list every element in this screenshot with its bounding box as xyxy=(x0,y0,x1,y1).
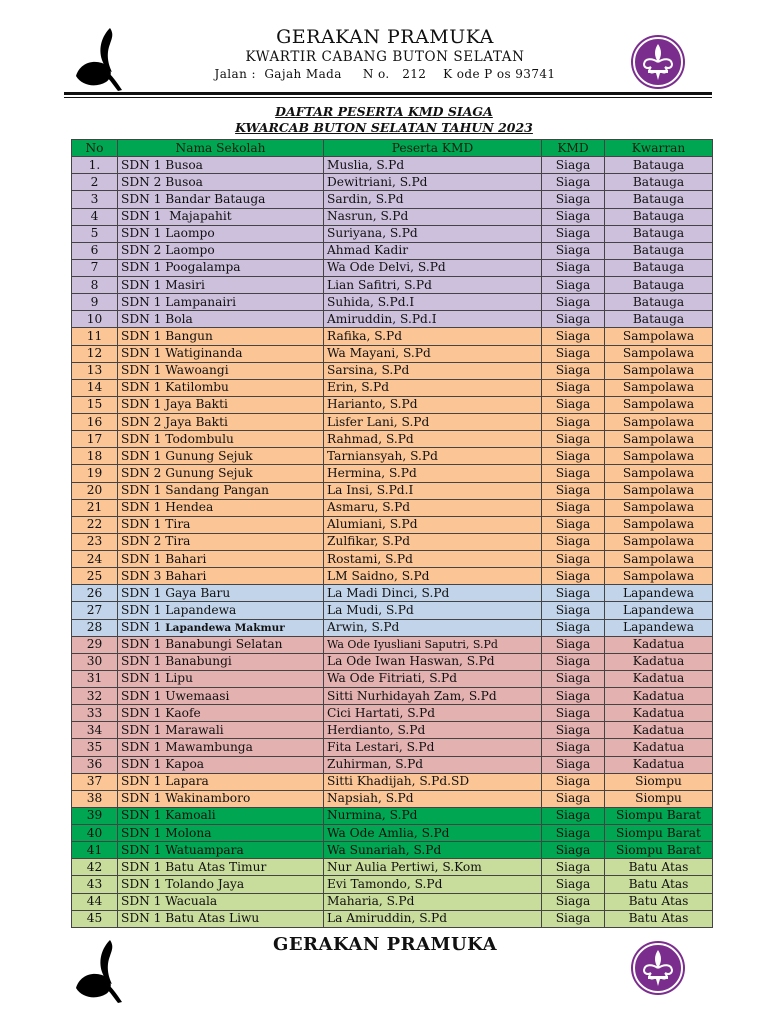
row-number: 41 xyxy=(72,842,118,859)
kmd-level: Siaga xyxy=(542,653,605,670)
row-number: 33 xyxy=(72,705,118,722)
kmd-level: Siaga xyxy=(542,825,605,842)
school-name: SDN 1 Mawambunga xyxy=(118,739,324,756)
kmd-level: Siaga xyxy=(542,705,605,722)
row-number: 35 xyxy=(72,739,118,756)
participant-name: La Mudi, S.Pd xyxy=(324,602,542,619)
kwarran-name: Batauga xyxy=(605,311,713,328)
document-title: DAFTAR PESERTA KMD SIAGA xyxy=(275,104,493,119)
row-number: 8 xyxy=(72,277,118,294)
kwarran-name: Sampolawa xyxy=(605,448,713,465)
kmd-level: Siaga xyxy=(542,396,605,413)
table-row xyxy=(72,242,713,259)
kmd-level: Siaga xyxy=(542,328,605,345)
row-number: 21 xyxy=(72,499,118,516)
participant-name: Napsiah, S.Pd xyxy=(324,790,542,807)
row-number: 15 xyxy=(72,396,118,413)
kwarran-name: Lapandewa xyxy=(605,585,713,602)
school-name: SDN 1 Wawoangi xyxy=(118,362,324,379)
row-number: 20 xyxy=(72,482,118,499)
kmd-level: Siaga xyxy=(542,277,605,294)
school-name: SDN 1 Wacuala xyxy=(118,893,324,910)
row-number: 13 xyxy=(72,362,118,379)
kwarran-name: Sampolawa xyxy=(605,551,713,568)
participant-name: Zuhirman, S.Pd xyxy=(324,756,542,773)
participant-name: La Insi, S.Pd.I xyxy=(324,482,542,499)
table-row xyxy=(72,465,713,482)
row-number: 14 xyxy=(72,379,118,396)
row-number: 42 xyxy=(72,859,118,876)
school-name: SDN 1 Poogalampa xyxy=(118,259,324,276)
kwarran-name: Sampolawa xyxy=(605,431,713,448)
participant-name: Sarsina, S.Pd xyxy=(324,362,542,379)
table-row xyxy=(72,259,713,276)
school-name: SDN 1 Todombulu xyxy=(118,431,324,448)
kwarran-name: Batu Atas xyxy=(605,859,713,876)
school-name: SDN 2 Busoa xyxy=(118,174,324,191)
participant-name: Erin, S.Pd xyxy=(324,379,542,396)
row-number: 36 xyxy=(72,756,118,773)
kwarran-name: Kadatua xyxy=(605,722,713,739)
table-row xyxy=(72,208,713,225)
school-name xyxy=(118,619,324,636)
kmd-level: Siaga xyxy=(542,225,605,242)
kmd-level: Siaga xyxy=(542,688,605,705)
kmd-level: Siaga xyxy=(542,859,605,876)
kmd-level: Siaga xyxy=(542,568,605,585)
school-name: SDN 1 Banabungi Selatan xyxy=(118,636,324,653)
kwarran-name: Sampolawa xyxy=(605,396,713,413)
table-row xyxy=(72,362,713,379)
footer-org-name: GERAKAN PRAMUKA xyxy=(272,934,498,955)
table-row xyxy=(72,225,713,242)
table-row xyxy=(72,157,713,174)
row-number: 37 xyxy=(72,773,118,790)
header-participant: Peserta KMD xyxy=(324,140,542,157)
participant-name: La Madi Dinci, S.Pd xyxy=(324,585,542,602)
kmd-level: Siaga xyxy=(542,259,605,276)
participant-name: Sitti Khadijah, S.Pd.SD xyxy=(324,773,542,790)
table-row xyxy=(72,653,713,670)
participant-name: Wa Mayani, S.Pd xyxy=(324,345,542,362)
table-row xyxy=(72,739,713,756)
kwarran-name: Batu Atas xyxy=(605,910,713,927)
row-number: 31 xyxy=(72,670,118,687)
participant-name: Rostami, S.Pd xyxy=(324,551,542,568)
kwarran-name: Batauga xyxy=(605,225,713,242)
kwarran-name: Sampolawa xyxy=(605,568,713,585)
table-row xyxy=(72,842,713,859)
table-body xyxy=(72,157,713,928)
table-row xyxy=(72,876,713,893)
school-name: SDN 2 Jaya Bakti xyxy=(118,414,324,431)
table-row xyxy=(72,859,713,876)
school-name: SDN 1 Lapandewa xyxy=(118,602,324,619)
table-row xyxy=(72,533,713,550)
table-row xyxy=(72,825,713,842)
kwarran-name: Kadatua xyxy=(605,636,713,653)
participant-name: Suriyana, S.Pd xyxy=(324,225,542,242)
table-row xyxy=(72,294,713,311)
header-no: No xyxy=(72,140,118,157)
table-row xyxy=(72,174,713,191)
participant-name: Harianto, S.Pd xyxy=(324,396,542,413)
kwarran-name: Sampolawa xyxy=(605,379,713,396)
table-row xyxy=(72,568,713,585)
kwarran-name: Sampolawa xyxy=(605,533,713,550)
kmd-level: Siaga xyxy=(542,876,605,893)
kwarran-name: Batauga xyxy=(605,259,713,276)
kwarran-name: Batauga xyxy=(605,174,713,191)
kmd-level: Siaga xyxy=(542,516,605,533)
kwarran-name: Sampolawa xyxy=(605,414,713,431)
kwarran-name: Kadatua xyxy=(605,739,713,756)
kmd-level: Siaga xyxy=(542,431,605,448)
row-number: 5 xyxy=(72,225,118,242)
school-name: SDN 2 Gunung Sejuk xyxy=(118,465,324,482)
kwarran-name: Lapandewa xyxy=(605,602,713,619)
table-row xyxy=(72,396,713,413)
row-number: 17 xyxy=(72,431,118,448)
header-kmd: KMD xyxy=(542,140,605,157)
school-name: SDN 1 Molona xyxy=(118,825,324,842)
kmd-level: Siaga xyxy=(542,157,605,174)
kwarran-name: Siompu Barat xyxy=(605,842,713,859)
table-row xyxy=(72,414,713,431)
row-number: 32 xyxy=(72,688,118,705)
participant-name: Rafika, S.Pd xyxy=(324,328,542,345)
kmd-level: Siaga xyxy=(542,174,605,191)
letterhead xyxy=(170,26,600,82)
row-number: 3 xyxy=(72,191,118,208)
kwarran-name: Sampolawa xyxy=(605,482,713,499)
header-kwarran: Kwarran xyxy=(605,140,713,157)
kmd-level: Siaga xyxy=(542,499,605,516)
participant-name: La Amiruddin, S.Pd xyxy=(324,910,542,927)
kmd-level: Siaga xyxy=(542,533,605,550)
table-row xyxy=(72,516,713,533)
participant-name: Suhida, S.Pd.I xyxy=(324,294,542,311)
school-name: SDN 1 Kamoali xyxy=(118,807,324,824)
table-header-row xyxy=(72,140,713,157)
branch-name: KWARTIR CABANG BUTON SELATAN xyxy=(245,49,525,65)
kwarran-name: Kadatua xyxy=(605,705,713,722)
school-name: SDN 1 Bangun xyxy=(118,328,324,345)
kwarran-name: Sampolawa xyxy=(605,345,713,362)
header-rule-thick xyxy=(64,92,712,95)
participant-name: Wa Ode Amlia, S.Pd xyxy=(324,825,542,842)
table-row xyxy=(72,448,713,465)
table-row xyxy=(72,756,713,773)
row-number: 9 xyxy=(72,294,118,311)
kmd-level: Siaga xyxy=(542,773,605,790)
school-name: SDN 1 Bahari xyxy=(118,551,324,568)
table-row xyxy=(72,585,713,602)
kmd-level: Siaga xyxy=(542,311,605,328)
participant-name: Muslia, S.Pd xyxy=(324,157,542,174)
tunas-kelapa-logo-icon xyxy=(72,938,126,1004)
participant-name: Amiruddin, S.Pd.I xyxy=(324,311,542,328)
row-number: 12 xyxy=(72,345,118,362)
kmd-level: Siaga xyxy=(542,191,605,208)
kwarran-name: Sampolawa xyxy=(605,362,713,379)
row-number: 22 xyxy=(72,516,118,533)
participant-name: Rahmad, S.Pd xyxy=(324,431,542,448)
table-row xyxy=(72,807,713,824)
school-name: SDN 1 Majapahit xyxy=(118,208,324,225)
row-number: 44 xyxy=(72,893,118,910)
row-number: 43 xyxy=(72,876,118,893)
kwarran-name: Batu Atas xyxy=(605,893,713,910)
row-number: 18 xyxy=(72,448,118,465)
school-name: SDN 1 Banabungi xyxy=(118,653,324,670)
participant-name: Asmaru, S.Pd xyxy=(324,499,542,516)
school-name: SDN 1 Tira xyxy=(118,516,324,533)
participant-name: Wa Sunariah, S.Pd xyxy=(324,842,542,859)
table-row xyxy=(72,345,713,362)
kwarran-name: Sampolawa xyxy=(605,465,713,482)
table-row xyxy=(72,688,713,705)
kwarran-name: Sampolawa xyxy=(605,328,713,345)
participant-name: Ahmad Kadir xyxy=(324,242,542,259)
school-name-prefix: SDN 1 xyxy=(121,619,166,634)
kmd-level: Siaga xyxy=(542,602,605,619)
row-number: 7 xyxy=(72,259,118,276)
kwarran-name: Kadatua xyxy=(605,653,713,670)
table-row xyxy=(72,636,713,653)
kmd-level: Siaga xyxy=(542,910,605,927)
kwarran-name: Kadatua xyxy=(605,670,713,687)
row-number: 23 xyxy=(72,533,118,550)
participant-name: La Ode Iwan Haswan, S.Pd xyxy=(324,653,542,670)
school-name: SDN 1 Batu Atas Timur xyxy=(118,859,324,876)
school-name: SDN 1 Busoa xyxy=(118,157,324,174)
row-number: 27 xyxy=(72,602,118,619)
kwarran-name: Sampolawa xyxy=(605,516,713,533)
document-titles xyxy=(0,104,768,136)
table-row xyxy=(72,619,713,636)
school-name: SDN 1 Wakinamboro xyxy=(118,790,324,807)
row-number: 24 xyxy=(72,551,118,568)
school-name: SDN 1 Tolando Jaya xyxy=(118,876,324,893)
kmd-level: Siaga xyxy=(542,362,605,379)
kmd-level: Siaga xyxy=(542,893,605,910)
kwarran-name: Siompu Barat xyxy=(605,825,713,842)
kmd-level: Siaga xyxy=(542,670,605,687)
school-name: SDN 1 Jaya Bakti xyxy=(118,396,324,413)
table-row xyxy=(72,431,713,448)
school-name-emphasis: Lapandewa Makmur xyxy=(165,621,285,634)
table-row xyxy=(72,722,713,739)
document-subtitle: KWARCAB BUTON SELATAN TAHUN 2023 xyxy=(235,120,533,135)
row-number: 1. xyxy=(72,157,118,174)
row-number: 6 xyxy=(72,242,118,259)
participant-name: Evi Tamondo, S.Pd xyxy=(324,876,542,893)
table-row xyxy=(72,773,713,790)
school-name: SDN 2 Laompo xyxy=(118,242,324,259)
kmd-level: Siaga xyxy=(542,208,605,225)
participant-name: Tarniansyah, S.Pd xyxy=(324,448,542,465)
participant-name: Sardin, S.Pd xyxy=(324,191,542,208)
tunas-kelapa-logo-icon xyxy=(72,26,126,92)
kmd-level: Siaga xyxy=(542,465,605,482)
row-number: 11 xyxy=(72,328,118,345)
kwarran-name: Batauga xyxy=(605,208,713,225)
kmd-level: Siaga xyxy=(542,739,605,756)
row-number: 19 xyxy=(72,465,118,482)
table-row xyxy=(72,893,713,910)
school-name: SDN 1 Lapara xyxy=(118,773,324,790)
participant-name: Dewitriani, S.Pd xyxy=(324,174,542,191)
participant-name: Nasrun, S.Pd xyxy=(324,208,542,225)
row-number: 2 xyxy=(72,174,118,191)
kmd-level: Siaga xyxy=(542,345,605,362)
kmd-level: Siaga xyxy=(542,756,605,773)
kwarran-name: Siompu Barat xyxy=(605,807,713,824)
kmd-level: Siaga xyxy=(542,242,605,259)
row-number: 30 xyxy=(72,653,118,670)
school-name: SDN 1 Lampanairi xyxy=(118,294,324,311)
participant-name: Hermina, S.Pd xyxy=(324,465,542,482)
kmd-level: Siaga xyxy=(542,842,605,859)
participant-name: Nur Aulia Pertiwi, S.Kom xyxy=(324,859,542,876)
table-row xyxy=(72,670,713,687)
school-name: SDN 1 Watuampara xyxy=(118,842,324,859)
table-row xyxy=(72,328,713,345)
table-row xyxy=(72,482,713,499)
participant-name: Sitti Nurhidayah Zam, S.Pd xyxy=(324,688,542,705)
header-rule-thin xyxy=(64,97,712,98)
participant-name: Nurmina, S.Pd xyxy=(324,807,542,824)
table-row xyxy=(72,499,713,516)
row-number: 34 xyxy=(72,722,118,739)
kmd-level: Siaga xyxy=(542,722,605,739)
participant-name: Maharia, S.Pd xyxy=(324,893,542,910)
kmd-level: Siaga xyxy=(542,551,605,568)
participant-name: Fita Lestari, S.Pd xyxy=(324,739,542,756)
participant-name: Wa Ode Iyusliani Saputri, S.Pd xyxy=(324,636,542,653)
kwarran-name: Batu Atas xyxy=(605,876,713,893)
row-number: 45 xyxy=(72,910,118,927)
kwarran-name: Batauga xyxy=(605,277,713,294)
row-number: 39 xyxy=(72,807,118,824)
participant-name: Herdianto, S.Pd xyxy=(324,722,542,739)
school-name: SDN 1 Bandar Batauga xyxy=(118,191,324,208)
school-name: SDN 1 Uwemaasi xyxy=(118,688,324,705)
kmd-level: Siaga xyxy=(542,294,605,311)
row-number: 38 xyxy=(72,790,118,807)
row-number: 28 xyxy=(72,619,118,636)
kwarran-name: Kadatua xyxy=(605,756,713,773)
kmd-level: Siaga xyxy=(542,585,605,602)
table-row xyxy=(72,602,713,619)
table-row xyxy=(72,551,713,568)
school-name: SDN 1 Bola xyxy=(118,311,324,328)
kmd-level: Siaga xyxy=(542,619,605,636)
participant-name: Zulfikar, S.Pd xyxy=(324,533,542,550)
kwarran-name: Lapandewa xyxy=(605,619,713,636)
school-name: SDN 1 Kaofe xyxy=(118,705,324,722)
school-name: SDN 1 Masiri xyxy=(118,277,324,294)
kwarran-name: Sampolawa xyxy=(605,499,713,516)
table-row xyxy=(72,790,713,807)
row-number: 29 xyxy=(72,636,118,653)
kwarran-name: Batauga xyxy=(605,294,713,311)
school-name: SDN 1 Gaya Baru xyxy=(118,585,324,602)
participant-name: Lisfer Lani, S.Pd xyxy=(324,414,542,431)
row-number: 10 xyxy=(72,311,118,328)
participant-name: Wa Ode Fitriati, S.Pd xyxy=(324,670,542,687)
school-name: SDN 1 Hendea xyxy=(118,499,324,516)
kwarran-name: Kadatua xyxy=(605,688,713,705)
school-name: SDN 1 Watiginanda xyxy=(118,345,324,362)
table-row xyxy=(72,311,713,328)
school-name: SDN 1 Sandang Pangan xyxy=(118,482,324,499)
participant-name: Lian Safitri, S.Pd xyxy=(324,277,542,294)
kmd-level: Siaga xyxy=(542,414,605,431)
school-name: SDN 1 Marawali xyxy=(118,722,324,739)
kmd-level: Siaga xyxy=(542,379,605,396)
participant-name: LM Saidno, S.Pd xyxy=(324,568,542,585)
world-scout-emblem-icon xyxy=(630,940,686,996)
school-name: SDN 1 Laompo xyxy=(118,225,324,242)
participant-table xyxy=(71,139,713,928)
table-row xyxy=(72,191,713,208)
address-line: Jalan : Gajah Mada N o. 212 K ode P os 93741 xyxy=(214,67,556,81)
table-row xyxy=(72,705,713,722)
school-name: SDN 1 Batu Atas Liwu xyxy=(118,910,324,927)
kwarran-name: Batauga xyxy=(605,242,713,259)
kmd-level: Siaga xyxy=(542,482,605,499)
row-number: 40 xyxy=(72,825,118,842)
participant-name: Arwin, S.Pd xyxy=(324,619,542,636)
kwarran-name: Siompu xyxy=(605,773,713,790)
school-name: SDN 1 Kapoa xyxy=(118,756,324,773)
kwarran-name: Siompu xyxy=(605,790,713,807)
header-school: Nama Sekolah xyxy=(118,140,324,157)
school-name: SDN 2 Tira xyxy=(118,533,324,550)
school-name: SDN 1 Gunung Sejuk xyxy=(118,448,324,465)
table-row xyxy=(72,910,713,927)
kmd-level: Siaga xyxy=(542,790,605,807)
org-name: GERAKAN PRAMUKA xyxy=(276,26,494,48)
participant-name: Cici Hartati, S.Pd xyxy=(324,705,542,722)
world-scout-emblem-icon xyxy=(630,34,686,90)
table-row xyxy=(72,277,713,294)
kwarran-name: Batauga xyxy=(605,191,713,208)
row-number: 4 xyxy=(72,208,118,225)
participant-name: Wa Ode Delvi, S.Pd xyxy=(324,259,542,276)
school-name: SDN 1 Lipu xyxy=(118,670,324,687)
school-name: SDN 1 Katilombu xyxy=(118,379,324,396)
row-number: 25 xyxy=(72,568,118,585)
row-number: 16 xyxy=(72,414,118,431)
kmd-level: Siaga xyxy=(542,636,605,653)
school-name: SDN 3 Bahari xyxy=(118,568,324,585)
kmd-level: Siaga xyxy=(542,807,605,824)
kmd-level: Siaga xyxy=(542,448,605,465)
kwarran-name: Batauga xyxy=(605,157,713,174)
participant-name: Alumiani, S.Pd xyxy=(324,516,542,533)
table-row xyxy=(72,379,713,396)
row-number: 26 xyxy=(72,585,118,602)
